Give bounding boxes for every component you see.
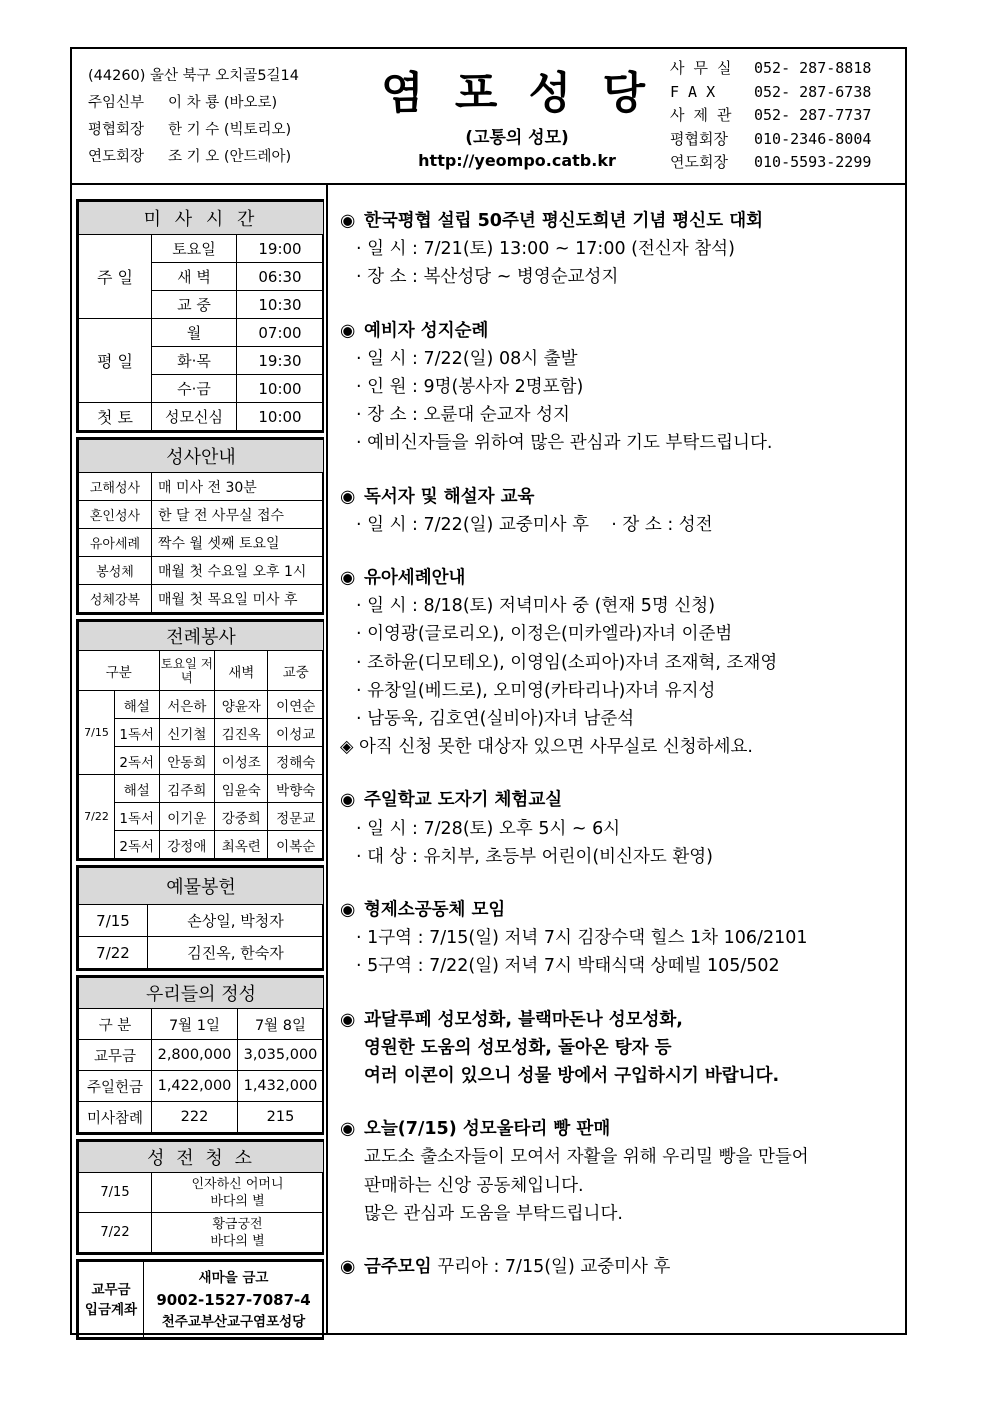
cleaning-box: 성 전 청 소 7/15 인자하신 어머니 바다의 별 7/22 황금궁전 바다의 별 bbox=[76, 1139, 324, 1255]
liturgy-box: 전례봉사 구분 토요일 저녁 새벽 교중 7/15 해설 서은하 양윤자 이연순 1독서 신기철 김진옥 이성교 2독서 안동희 이성조 정해숙 7/22 해설 김주희 임윤숙 박향숙 1독서 이기운 강중희 정문교 2독서 강정애 최옥련 이복순 bbox=[76, 619, 324, 861]
sacraments-title: 성사안내 bbox=[79, 440, 324, 473]
liturgy-title: 전례봉사 bbox=[79, 622, 324, 651]
cleaning-title: 성 전 청 소 bbox=[79, 1142, 324, 1173]
offering-title: 우리들의 정성 bbox=[79, 978, 324, 1009]
parish-subtitle: (고통의 성모) bbox=[465, 128, 569, 148]
contact-row: 사 제 관 052- 287-7737 bbox=[670, 106, 872, 124]
notices-column bbox=[340, 207, 900, 1306]
left-column bbox=[76, 199, 324, 1344]
contact-row: 평협회장 010-2346-8004 bbox=[670, 129, 872, 148]
parish-url[interactable]: http://yeompo.catb.kr bbox=[418, 151, 616, 170]
contact-row: 사 무 실 052- 287-8818 bbox=[670, 59, 872, 77]
council-row: 평협회장 한 기 수 (빅토리오) bbox=[88, 122, 292, 138]
notice-items-sale: ◉ 과달루페 성모성화, 블랙마돈나 성모성화, 영원한 도움의 성모성화, 돌아온 탕자 등 여러 이콘이 있으니 성물 방에서 구입하시기 바랍니다. bbox=[340, 1009, 780, 1087]
notice-item: ◉ 한국평협 설립 50주년 평신도희년 기념 평신도 대회 · 일 시 : 7/21(토) 13:00 ~ 17:00 (전신자 참석) · 장 소 : 복산성당 ~ 병영순교성지 bbox=[340, 211, 764, 288]
parish-title: 염 포 성 당 bbox=[381, 68, 653, 119]
notice-item: ◉ 독서자 및 해설자 교육 · 일 시 : 7/22(일) 교중미사 후 · 장 소 : 성전 bbox=[340, 486, 713, 535]
flowers-box: 예물봉헌 7/15 손상일, 박청자 7/22 김진옥, 한숙자 bbox=[76, 865, 324, 971]
bulletin-page bbox=[70, 47, 907, 1335]
memorial-row: 연도회장 조 기 오 (안드레아) bbox=[88, 149, 292, 165]
notice-weekly-meeting: ◉ 금주모임 꾸리아 : 7/15(일) 교중미사 후 bbox=[340, 1257, 671, 1278]
mass-times-title: 미 사 시 간 bbox=[79, 202, 324, 235]
header bbox=[72, 49, 905, 185]
offering-box: 우리들의 정성 구 분 7월 1일 7월 8일 교무금 2,800,000 3,035,000 주일헌금 1,422,000 1,432,000 미사참례 222 215 bbox=[76, 975, 324, 1135]
notice-bread-sale: ◉ 오늘(7/15) 성모울타리 빵 판매 교도소 출소자들이 모여서 자활을 위해 우리밀 빵을 만들어 판매하는 신앙 공동체입니다. 많은 관심과 도움을 부탁드립니다. bbox=[340, 1119, 809, 1224]
header-left bbox=[88, 63, 299, 171]
notice-item: ◉ 유아세례안내 · 일 시 : 8/18(토) 저녁미사 중 (현재 5명 신청) · 이영광(글로리오), 이정은(미카엘라)자녀 이준범 · 조하윤(디모테오), 이영임(소피아)자녀 조재혁, 조재영 · 유창일(베드로), 오미영(카타리나)자녀 유지성 · 남동욱, 김호연(실비아)자녀 남준석 ◈ 아직 신청 못한 대상자 있으면 사무실로 신청하세요. bbox=[340, 568, 778, 758]
notice-item: ◉ 형제소공동체 모임 · 1구역 : 7/15(일) 저녁 7시 김장수댁 힐스 1차 106/2101 · 5구역 : 7/22(일) 저녁 7시 박태식댁 상떼빌 105/502 bbox=[340, 900, 808, 977]
flowers-title: 예물봉헌 bbox=[79, 868, 324, 905]
mass-times-box: 미 사 시 간 주 일 토요일 19:00 새 벽 06:30 교 중 10:30 평 일 월 07:00 화·목 19:30 수·금 10:00 첫 토 성모신심 10:00 bbox=[76, 199, 324, 433]
sacraments-box: 성사안내 고해성사 매 미사 전 30분 혼인성사 한 달 전 사무실 접수 유아세례 짝수 월 셋째 토요일 봉성체 매월 첫 수요일 오후 1시 성체강복 매월 첫 목요일 미사 후 bbox=[76, 437, 324, 615]
account-box: 교무금 입금계좌 새마을 금고 9002-1527-7087-4 천주교부산교구염포성당 bbox=[76, 1259, 324, 1340]
column-divider bbox=[326, 183, 328, 1333]
contact-row: 연도회장 010-5593-2299 bbox=[670, 153, 872, 171]
address: (44260) 울산 북구 오치골5길14 bbox=[88, 68, 299, 84]
notice-item: ◉ 주일학교 도자기 체험교실 · 일 시 : 7/28(토) 오후 5시 ~ 6시 · 대 상 : 유치부, 초등부 어린이(비신자도 환영) bbox=[340, 790, 713, 867]
pastor-row: 주임신부 이 차 룡 (바오로) bbox=[88, 95, 278, 111]
contact-row: F A X 052- 287-6738 bbox=[670, 82, 872, 101]
notice-item: ◉ 예비자 성지순례 · 일 시 : 7/22(일) 08시 출발 · 인 원 : 9명(봉사자 2명포함) · 장 소 : 오륜대 순교자 성지 · 예비신자들을 위하여 많은 관심과 기도 부탁드립니다. bbox=[340, 320, 773, 454]
contacts bbox=[670, 57, 871, 175]
